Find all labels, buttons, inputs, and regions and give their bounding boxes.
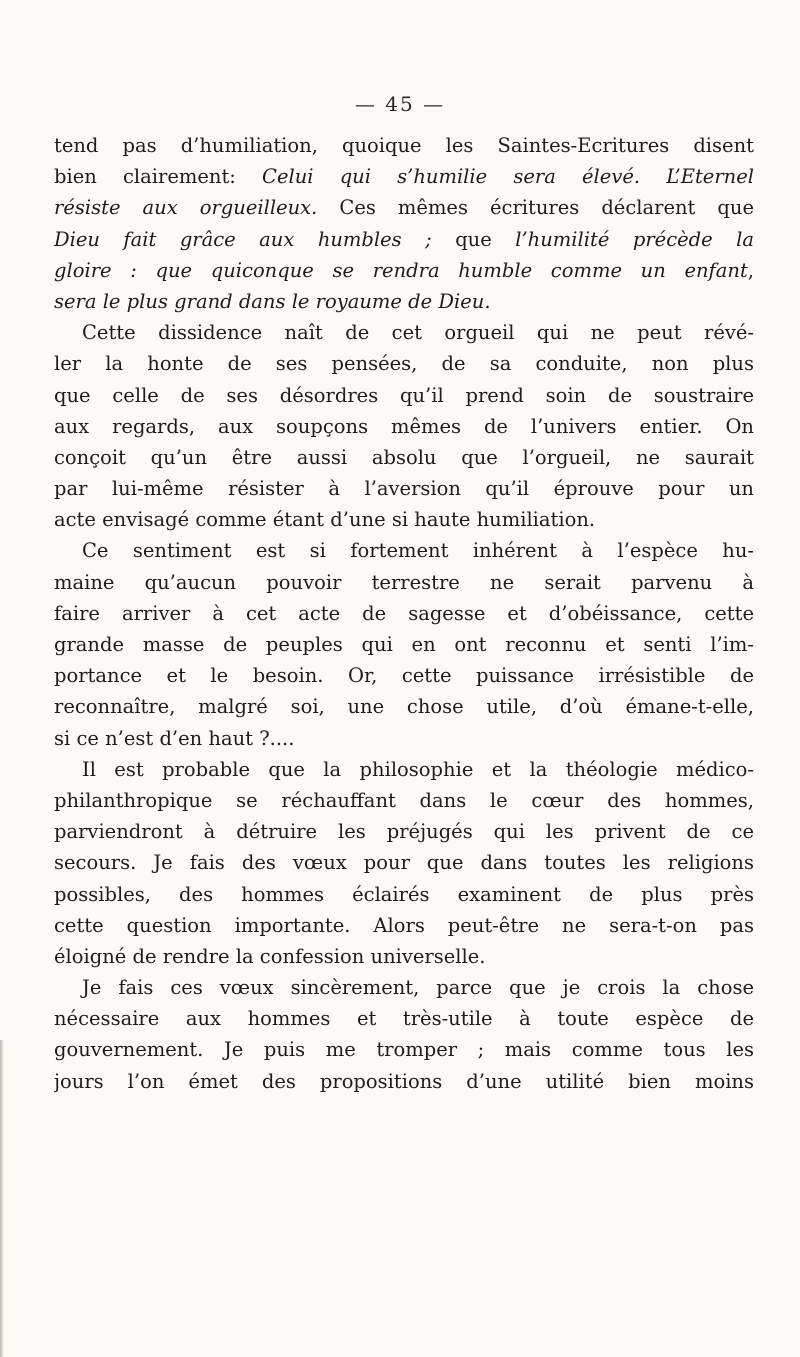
page-number: — 45 — bbox=[354, 92, 446, 116]
text-line bbox=[54, 317, 754, 348]
text-segment: Je fais ces vœux sincèrement, parce que je crois la chose bbox=[82, 976, 754, 1000]
text-segment: Ce sentiment est si fortement inhérent à l’espèce hu- bbox=[82, 539, 754, 563]
text-line bbox=[54, 1003, 754, 1034]
text-segment: portance et le besoin. Or, cette puissance irrésistible de bbox=[54, 664, 754, 688]
text-segment: jours l’on émet des propositions d’une utilité bien moins bbox=[54, 1069, 754, 1093]
text-line bbox=[54, 660, 754, 691]
text-segment: secours. Je fais des vœux pour que dans toutes les religions bbox=[54, 851, 754, 875]
text-line bbox=[54, 255, 754, 286]
text-line bbox=[54, 754, 754, 785]
text-segment: tend pas d’humiliation, quoique les Saintes-Ecritures disent bbox=[54, 134, 754, 157]
text-segment: aux regards, aux soupçons mêmes de l’univers entier. On bbox=[54, 414, 754, 438]
text-line bbox=[54, 972, 754, 1003]
text-segment: reconnaître, malgré soi, une chose utile, d’où émane-t-elle, bbox=[54, 695, 754, 719]
text-segment: Il est probable que la philosophie et la théologie médico- bbox=[82, 757, 754, 781]
text-segment: par lui-même résister à l’aversion qu’il éprouve pour un bbox=[54, 477, 754, 501]
text-line bbox=[54, 691, 754, 722]
text-segment: bien clairement: bbox=[54, 165, 263, 189]
text-line bbox=[54, 504, 754, 535]
text-segment: maine qu’aucun pouvoir terrestre ne serait parvenu à bbox=[54, 570, 754, 594]
text-line bbox=[54, 1034, 754, 1065]
text-segment: Ces mêmes écritures déclarent que bbox=[317, 196, 754, 220]
text-segment: que bbox=[431, 227, 516, 251]
text-line bbox=[54, 535, 754, 566]
text-line bbox=[54, 161, 754, 192]
text-segment: parviendront à détruire les préjugés qui les privent de ce bbox=[54, 820, 754, 844]
text-line bbox=[54, 286, 754, 317]
text-segment: faire arriver à cet acte de sagesse et d’obéissance, cette bbox=[54, 601, 754, 625]
italic-text-segment: l’humilité précède la bbox=[515, 227, 754, 251]
text-line bbox=[54, 442, 754, 473]
text-segment: que celle de ses désordres qu’il prend soin de soustraire bbox=[54, 383, 754, 407]
text-line bbox=[54, 567, 754, 598]
text-segment: gouvernement. Je puis me tromper ; mais comme tous les bbox=[54, 1038, 754, 1062]
text-segment: acte envisagé comme étant d’une si haute humiliation. bbox=[54, 508, 596, 532]
text-line bbox=[54, 130, 754, 161]
text-line bbox=[54, 723, 754, 754]
text-line bbox=[54, 348, 754, 379]
text-segment: si ce n’est d’en haut ?.... bbox=[54, 726, 295, 750]
text-line bbox=[54, 1066, 754, 1097]
text-segment: possibles, des hommes éclairés examinent de plus près bbox=[54, 882, 754, 906]
text-line bbox=[54, 941, 754, 972]
text-line bbox=[54, 629, 754, 660]
text-segment: philanthropique se réchauffant dans le cœur des hommes, bbox=[54, 788, 754, 812]
italic-text-segment: sera le plus grand dans le royaume de Dieu. bbox=[54, 289, 491, 313]
italic-text-segment: Celui qui s’humilie sera élevé. L’Eternel bbox=[262, 165, 754, 189]
text-line bbox=[54, 411, 754, 442]
text-line bbox=[54, 598, 754, 629]
text-segment: Cette dissidence naît de cet orgueil qui ne peut révé- bbox=[82, 321, 754, 345]
text-line bbox=[54, 380, 754, 411]
text-segment: , bbox=[747, 258, 754, 282]
text-line bbox=[54, 192, 754, 223]
body-text bbox=[54, 130, 754, 1097]
text-segment: éloigné de rendre la confession universelle. bbox=[54, 944, 486, 968]
text-line bbox=[54, 879, 754, 910]
italic-text-segment: Dieu fait grâce aux humbles ; bbox=[54, 227, 432, 251]
text-segment: conçoit qu’un être aussi absolu que l’orgueil, ne saurait bbox=[54, 445, 754, 469]
text-line bbox=[54, 473, 754, 504]
text-line bbox=[54, 785, 754, 816]
text-segment: nécessaire aux hommes et très-utile à toute espèce de bbox=[54, 1007, 754, 1031]
text-line bbox=[54, 910, 754, 941]
text-line bbox=[54, 816, 754, 847]
page-edge-shadow bbox=[0, 1040, 4, 1357]
text-segment: grande masse de peuples qui en ont reconnu et senti l’im- bbox=[54, 633, 754, 656]
text-segment: cette question importante. Alors peut-être ne sera-t-on pas bbox=[54, 913, 754, 937]
italic-text-segment: résiste aux orgueilleux. bbox=[54, 196, 318, 220]
italic-text-segment: gloire : que quiconque se rendra humble comme un enfant bbox=[54, 258, 748, 282]
text-line bbox=[54, 224, 754, 255]
text-segment: ler la honte de ses pensées, de sa conduite, non plus bbox=[54, 352, 754, 376]
text-line bbox=[54, 847, 754, 878]
